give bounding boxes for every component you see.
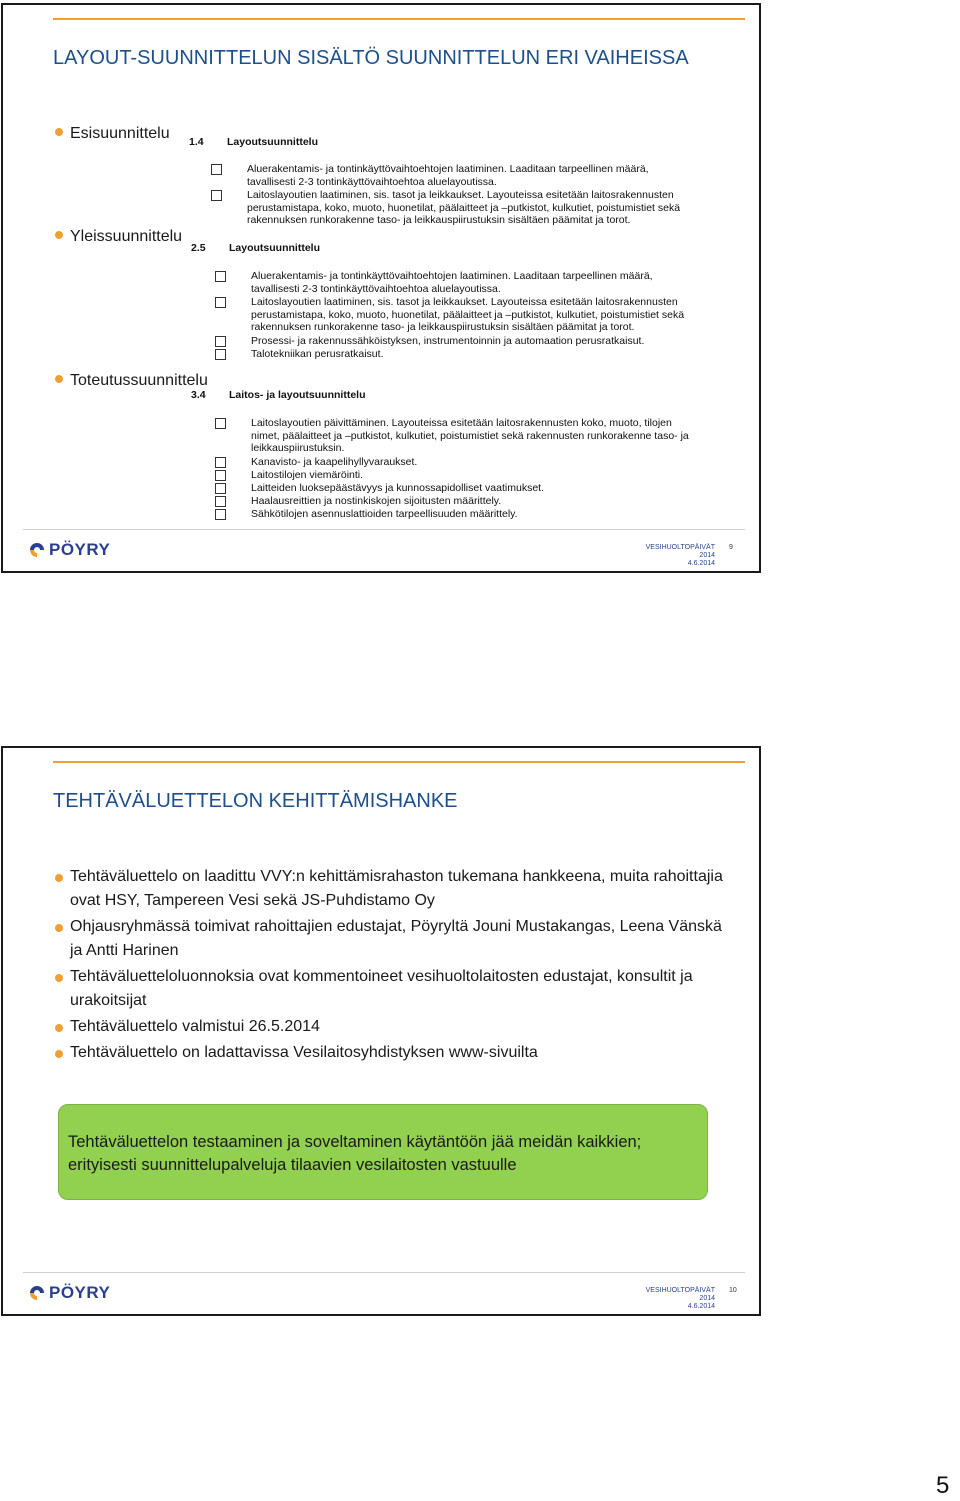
bullet-dot bbox=[55, 1050, 63, 1058]
phase-label-yleissuunnittelu: Yleissuunnittelu bbox=[55, 228, 182, 246]
checkbox-icon bbox=[211, 164, 222, 175]
list-item: Tehtäväluettelo on laadittu VVY:n kehittämisrahaston tukemana hankkeena, muita rahoittajia ovat HSY, Tampereen Vesi sekä JS-Puhdistamo Oy bbox=[55, 865, 735, 913]
slide-9: LAYOUT-SUUNNITTELUN SISÄLTÖ SUUNNITTELUN ERI VAIHEISSA Esisuunnittelu Yleissuunnittelu Toteutussuunnittelu 1.4 Layoutsuunnittelu Aluerakentamis- ja tontinkäyttövaihtoehtojen laatiminen. Laaditaan tarpeellinen määrä, tavallisesti 2-3 tontinkäyttövaihtoehtoa aluelayoutissa. Laitoslayoutien laatiminen, sis. tasot ja leikkaukset. Layouteissa esitetään laitosrakennusten perustamistapa, koko, muoto, huonetilat, päälaitteet ja –putkistot, kulkutiet, poistumistiet sekä rakennuksen runkorakenne taso- ja leikkauspiirustuksin sisältäen päämitat ja torot. 2.5 Layoutsuunnittelu Aluerakentamis- ja tontinkäyttövaihtoehtojen laatiminen. Laaditaan tarpeellinen määrä, tavallisesti 2-3 tontinkäyttövaihtoehtoa aluelayoutissa. Laitoslayoutien laatiminen, sis. tasot ja leikkaukset. Layouteissa esitetään laitosrakennusten perustamistapa, koko, muoto, huonetilat, päälaitteet ja –putkistot, kulkutiet, poistumistiet sekä rakennuksen runkorakenne taso- ja leikkauspiirustuksin sisältäen päämitat ja torot. Prosessi- ja rakennussähköistyksen, instrumentoinnin ja automaation perusratkaisut. Talotekniikan perusratkaisut. 3.4 Laitos- ja layoutsuunnittelu Laitoslayoutien päivittäminen. Layouteissa esitetään laitosrakennusten koko, muoto, tilojen nimet, päälaitteet ja –putkistot, kulkutiet, poistumistiet sekä rakennusten runkorakenne taso- ja leikkauspiirustuksin. Kanavisto- ja kaapelihyllyvaraukset. Laitostilojen viemäröinti. Laitteiden luoksepäästävyys ja kunnossapidolliset vaatimukset. Haalausreittien ja nostinkiskojen sijoitusten määrittely. Sähkötilojen asennuslattioiden tarpeellisuuden määrittely. PÖYRY VESIHUOLTOPÄIVÄT 2014 4.6.2014 9 bbox=[1, 3, 761, 573]
block-heading: 2.5 Layoutsuunnittelu bbox=[191, 242, 320, 254]
poyry-logo: PÖYRY bbox=[29, 540, 110, 560]
slide-title: LAYOUT-SUUNNITTELUN SISÄLTÖ SUUNNITTELUN ERI VAIHEISSA bbox=[53, 47, 689, 69]
slide-number: 9 bbox=[729, 544, 733, 551]
checkbox-icon bbox=[215, 336, 226, 347]
list-item: Tehtäväluettelo valmistui 26.5.2014 bbox=[55, 1015, 735, 1039]
footer-meta: VESIHUOLTOPÄIVÄT 2014 4.6.2014 bbox=[645, 1287, 715, 1310]
footer-meta: VESIHUOLTOPÄIVÄT 2014 4.6.2014 bbox=[645, 544, 715, 567]
slide-10 bbox=[1, 746, 761, 1316]
checkbox-icon bbox=[215, 297, 226, 308]
phase-label-toteutussuunnittelu: Toteutussuunnittelu bbox=[55, 372, 208, 390]
list-item: Tehtäväluettelo on ladattavissa Vesilaitosyhdistyksen www-sivuilta bbox=[55, 1041, 735, 1065]
bullet-dot bbox=[55, 974, 63, 982]
slide-title: TEHTÄVÄLUETTELON KEHITTÄMISHANKE bbox=[53, 790, 458, 812]
block-heading: 1.4 Layoutsuunnittelu bbox=[189, 136, 318, 148]
checkbox-icon bbox=[215, 349, 226, 360]
checkbox-icon bbox=[215, 470, 226, 481]
checkbox-icon bbox=[215, 509, 226, 520]
accent-rule bbox=[53, 761, 745, 763]
document-page-number: 5 bbox=[936, 1472, 950, 1499]
checkbox-icon bbox=[215, 496, 226, 507]
footer-divider bbox=[23, 1272, 745, 1273]
bullet-dot bbox=[55, 874, 63, 882]
checkbox-icon bbox=[215, 418, 226, 429]
bullet-dot bbox=[55, 375, 63, 383]
footer-divider bbox=[23, 529, 745, 530]
poyry-logo-icon bbox=[29, 1285, 45, 1301]
bullet-dot bbox=[55, 924, 63, 932]
checkbox-icon bbox=[215, 271, 226, 282]
bullet-dot bbox=[55, 128, 63, 136]
phase-label-esisuunnittelu: Esisuunnittelu bbox=[55, 125, 170, 143]
poyry-logo: PÖYRY bbox=[29, 1283, 110, 1303]
checkbox-icon bbox=[211, 190, 222, 201]
accent-rule bbox=[53, 18, 745, 20]
checkbox-icon bbox=[215, 457, 226, 468]
bullet-list bbox=[55, 865, 735, 1067]
bullet-dot bbox=[55, 1024, 63, 1032]
block-heading: 3.4 Laitos- ja layoutsuunnittelu bbox=[191, 389, 366, 401]
poyry-logo-icon bbox=[29, 542, 45, 558]
checkbox-icon bbox=[215, 483, 226, 494]
list-item: Tehtäväluetteloluonnoksia ovat kommentoineet vesihuoltolaitosten edustajat, konsultit ja urakoitsijat bbox=[55, 965, 735, 1013]
bullet-dot bbox=[55, 231, 63, 239]
list-item: Ohjausryhmässä toimivat rahoittajien edustajat, Pöyryltä Jouni Mustakangas, Leena Vänskä ja Antti Harinen bbox=[55, 915, 735, 963]
callout-box: Tehtäväluettelon testaaminen ja soveltaminen käytäntöön jää meidän kaikkien; erityisesti suunnittelupalveluja tilaavien vesilaitosten vastuulle bbox=[58, 1104, 708, 1200]
slide-number: 10 bbox=[729, 1287, 737, 1294]
